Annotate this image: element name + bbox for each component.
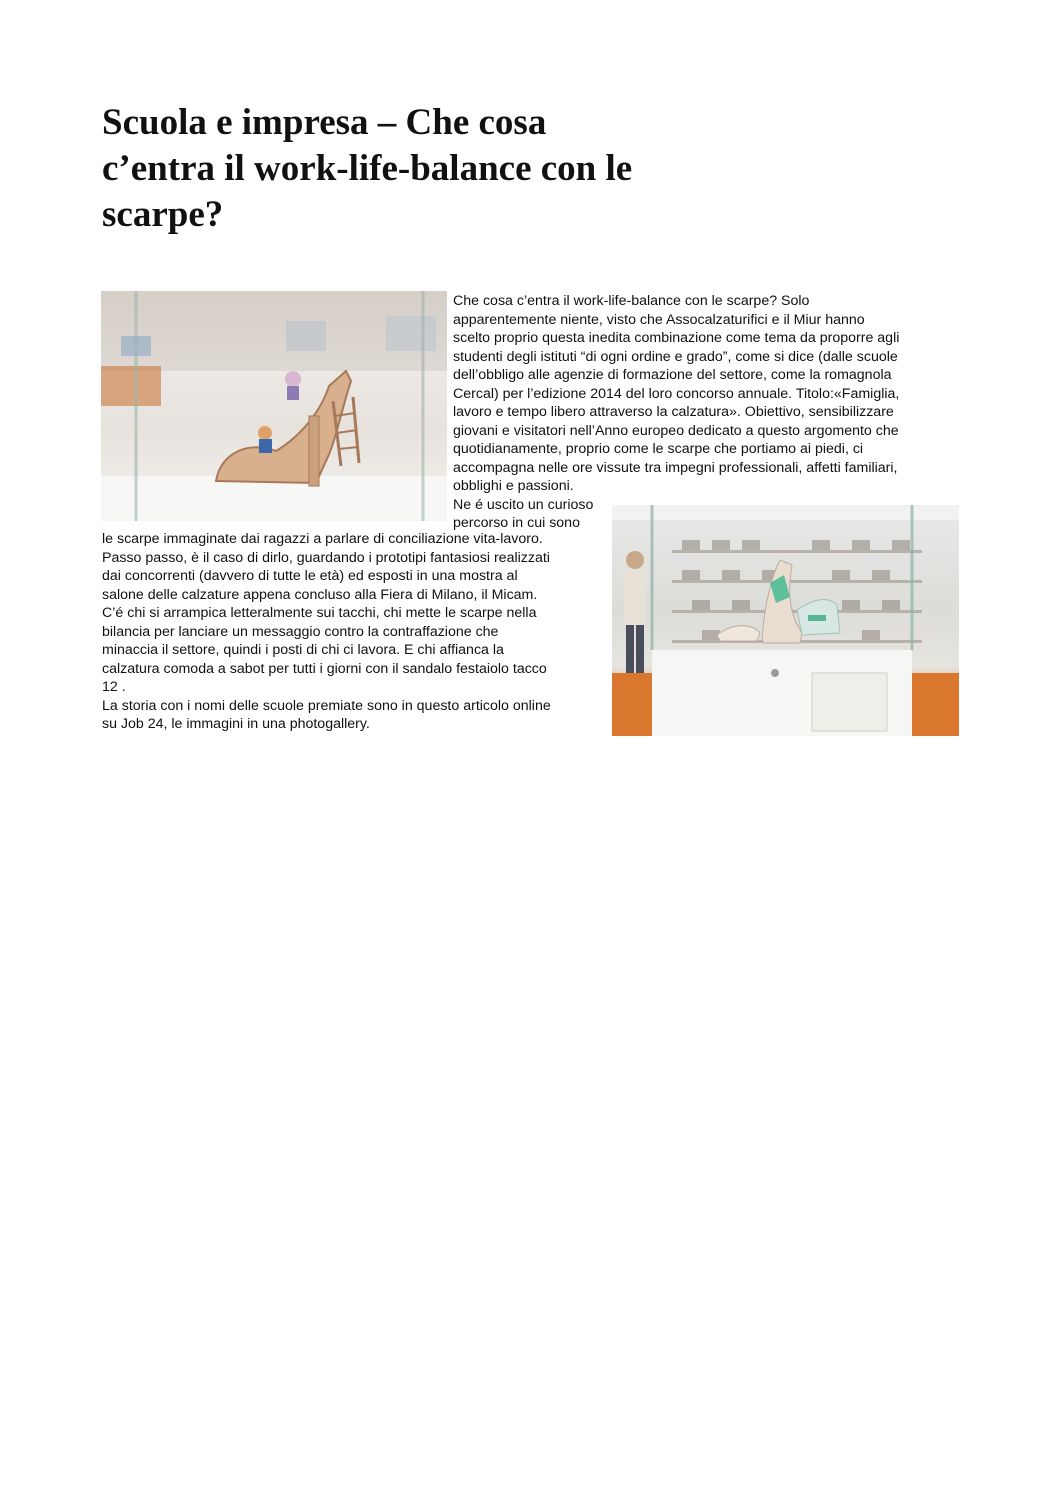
body-line: lavoro e tempo libero attraverso la calzatura». Obiettivo, sensibilizzare — [453, 404, 894, 420]
body-line: 12 . — [102, 679, 126, 695]
article-body-top — [453, 292, 899, 533]
body-line: accompagna nelle ore vissute tra impegni professionali, affetti familiari, — [453, 459, 898, 476]
body-line: le scarpe immaginate dai ragazzi a parlare di conciliazione vita-lavoro. — [102, 531, 543, 547]
body-line: calzatura comoda a sabot per tutti i giorni con il sandalo festaiolo tacco — [102, 660, 547, 677]
body-line: bilancia per lanciare un messaggio contro la contraffazione che — [102, 623, 499, 640]
shoe-display-photo — [612, 505, 959, 736]
body-line: minaccia il settore, quindi i posti di chi ci lavora. E chi affianca la — [102, 642, 504, 658]
body-line: giovani e visitatori nell’Anno europeo dedicato a questo argomento che — [453, 422, 899, 439]
body-line: su Job 24, le immagini in una photogallery. — [102, 716, 370, 732]
title-line: c’entra il work-life-balance con le — [102, 148, 633, 189]
body-line: Passo passo, è il caso di dirlo, guardando i prototipi fantasiosi realizzati — [102, 549, 550, 566]
shoe-sculpture-photo — [101, 291, 447, 521]
body-line: percorso in cui sono — [453, 515, 580, 531]
title-line: scarpe? — [102, 194, 224, 235]
article-body-bottom — [102, 530, 551, 734]
body-line: obblighi e passioni. — [453, 478, 574, 494]
article-title — [102, 100, 702, 238]
body-line: dell’obbligo alle agenzie di formazione del settore, come la romagnola — [453, 367, 892, 383]
body-line: salone delle calzature appena concluso alla Fiera di Milano, il Micam. — [102, 586, 538, 603]
body-line: apparentemente niente, visto che Assocalzaturifici e il Miur hanno — [453, 311, 865, 328]
body-line: Cercal) per l’edizione 2014 del loro concorso annuale. Titolo:«Famiglia, — [453, 385, 900, 402]
body-line: Ne é uscito un curioso — [453, 496, 594, 513]
title-line: Scuola e impresa – Che cosa — [102, 102, 547, 143]
body-line: scelto proprio questa inedita combinazione come tema da proporre agli — [453, 330, 900, 346]
body-line: dai concorrenti (davvero di tutte le età) ed esposti in una mostra al — [102, 568, 518, 584]
body-line: C’é chi si arrampica letteralmente sui tacchi, chi mette le scarpe nella — [102, 605, 537, 621]
body-line: quotidianamente, proprio come le scarpe che portiamo ai piedi, ci — [453, 441, 864, 457]
body-line: La storia con i nomi delle scuole premiate sono in questo articolo online — [102, 697, 551, 714]
body-line: studenti degli istituti “di ogni ordine e grado”, come si dice (dalle scuole — [453, 348, 898, 365]
body-line: Che cosa c’entra il work-life-balance con le scarpe? Solo — [453, 293, 810, 309]
